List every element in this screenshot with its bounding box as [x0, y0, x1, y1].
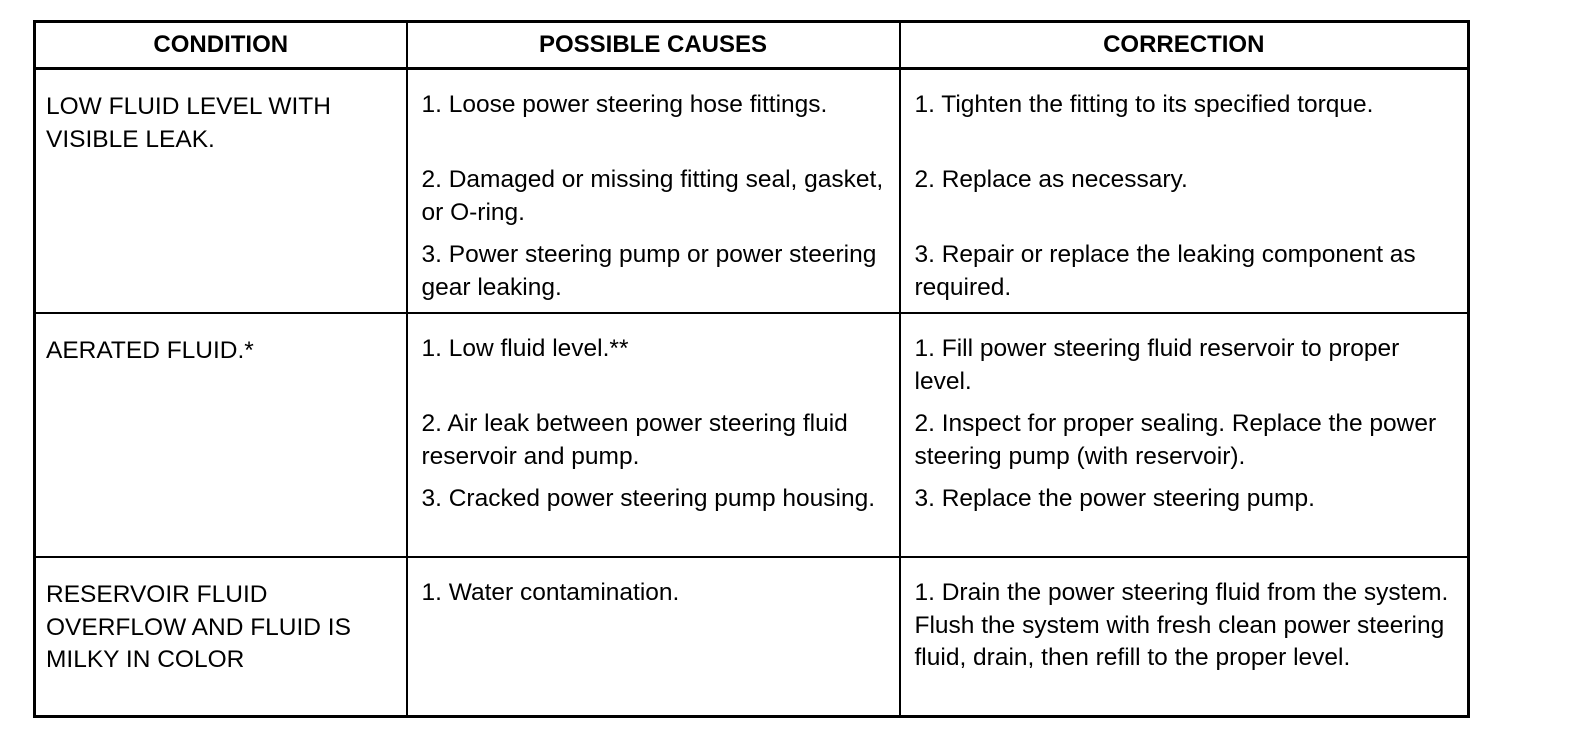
- causes-cell: [407, 313, 900, 557]
- diagnosis-table: [33, 20, 1470, 718]
- causes-cell: [407, 69, 900, 314]
- header-possible-causes: POSSIBLE CAUSES: [407, 22, 900, 69]
- header-row: [35, 22, 1469, 69]
- condition-cell: [35, 313, 407, 557]
- correction-item: 1. Drain the power steering fluid from the system. Flush the system with fresh clean power steering fluid, drain, then refill to the proper level.: [914, 579, 1449, 671]
- correction-item: 1. Fill power steering fluid reservoir to proper level.: [914, 335, 1400, 395]
- table-row: [35, 313, 1469, 557]
- correction-item: 3. Replace the power steering pump.: [914, 485, 1315, 512]
- cause-item: 1. Low fluid level.**: [421, 335, 629, 362]
- header-correction: CORRECTION: [900, 22, 1469, 69]
- cause-item: 1. Loose power steering hose fittings.: [421, 91, 828, 118]
- condition-text: RESERVOIR FLUID OVERFLOW AND FLUID IS MILKY IN COLOR: [46, 581, 351, 673]
- correction-cell: [900, 557, 1469, 717]
- correction-item: 2. Replace as necessary.: [914, 166, 1188, 193]
- corrections-list: [901, 70, 1468, 312]
- cause-item: 2. Air leak between power steering fluid reservoir and pump.: [421, 410, 848, 470]
- table-row: [35, 557, 1469, 717]
- corrections-list: [901, 314, 1468, 556]
- condition-text: LOW FLUID LEVEL WITH VISIBLE LEAK.: [46, 93, 331, 153]
- causes-cell: [407, 557, 900, 717]
- correction-cell: [900, 313, 1469, 557]
- corrections-list: [901, 558, 1468, 715]
- condition-text: AERATED FLUID.*: [46, 337, 254, 364]
- cause-item: 1. Water contamination.: [421, 579, 680, 606]
- header-condition: CONDITION: [35, 22, 407, 69]
- causes-list: [408, 558, 899, 715]
- condition-cell: [35, 557, 407, 717]
- table-row: [35, 69, 1469, 314]
- correction-cell: [900, 69, 1469, 314]
- correction-item: 3. Repair or replace the leaking component as required.: [914, 241, 1416, 301]
- cause-item: 3. Power steering pump or power steering gear leaking.: [421, 241, 877, 301]
- causes-list: [408, 314, 899, 556]
- correction-item: 1. Tighten the fitting to its specified torque.: [914, 91, 1374, 118]
- cause-item: 3. Cracked power steering pump housing.: [421, 485, 876, 512]
- condition-cell: [35, 69, 407, 314]
- causes-list: [408, 70, 899, 312]
- correction-item: 2. Inspect for proper sealing. Replace the power steering pump (with reservoir).: [914, 410, 1437, 470]
- cause-item: 2. Damaged or missing fitting seal, gasket, or O-ring.: [421, 166, 884, 226]
